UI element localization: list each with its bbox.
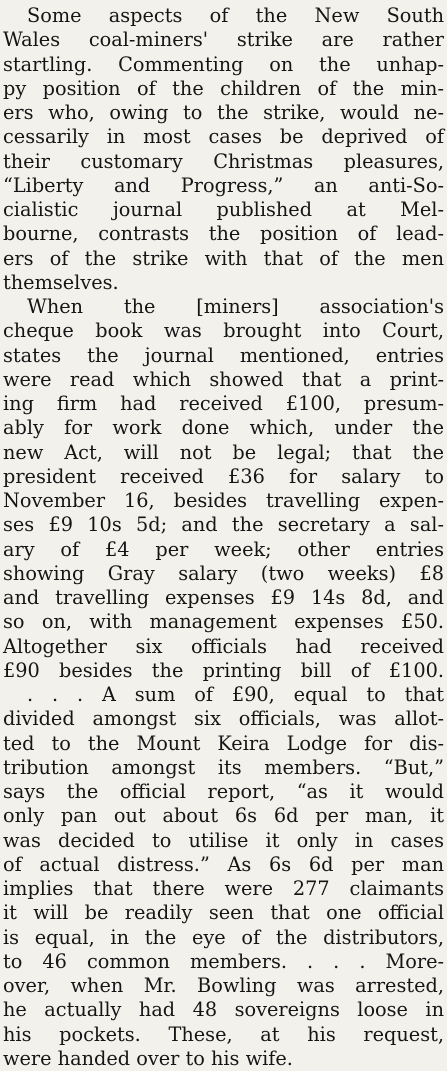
text-line: Some aspects of the New South bbox=[27, 4, 444, 27]
article-paragraph bbox=[3, 295, 444, 1071]
text-line: implies that there were 277 claimants bbox=[3, 877, 444, 900]
text-line: cialistic journal published at Mel- bbox=[3, 198, 444, 221]
text-line: startling. Commenting on the unhap- bbox=[3, 52, 444, 76]
text-line: ses £9 10s 5d; and the secretary a sal- bbox=[3, 513, 444, 537]
text-line: ted to the Mount Keira Lodge for dis- bbox=[3, 731, 444, 755]
text-line: and travelling expenses £9 14s 8d, and bbox=[3, 586, 444, 609]
text-line: their customary Christmas pleasures, bbox=[3, 149, 444, 173]
article-paragraph bbox=[3, 4, 444, 295]
text-line: ers who, owing to the strike, would ne- bbox=[3, 101, 444, 124]
text-line: bourne, contrasts the position of lead- bbox=[3, 222, 444, 246]
text-line: it will be readily seen that one official bbox=[3, 901, 444, 925]
text-line: tribution amongst its members. “But,” bbox=[3, 755, 444, 779]
text-line: so on, with management expenses £50. bbox=[3, 610, 444, 634]
text-line: only pan out about 6s 6d per man, it bbox=[3, 804, 444, 828]
text-line: were handed over to his wife. bbox=[3, 1046, 293, 1070]
text-line: November 16, besides travelling expen- bbox=[3, 489, 444, 512]
newspaper-article bbox=[3, 4, 444, 1071]
text-line: When the [miners] association's bbox=[27, 295, 444, 318]
text-line: of actual distress.” As 6s 6d per man bbox=[3, 852, 444, 876]
text-line: ers of the strike with that of the men bbox=[3, 246, 444, 270]
text-line: cheque book was brought into Court, bbox=[3, 319, 444, 343]
text-line: he actually had 48 sovereigns loose in bbox=[3, 998, 444, 1022]
text-line: to 46 common members. . . . More- bbox=[3, 949, 444, 973]
text-line: showing Gray salary (two weeks) £8 bbox=[3, 561, 444, 585]
text-line: says the official report, “as it would bbox=[3, 780, 444, 803]
text-line: themselves. bbox=[3, 270, 119, 294]
text-line: ably for work done which, under the bbox=[3, 416, 444, 440]
text-line: cessarily in most cases be deprived of bbox=[3, 125, 444, 149]
text-line: ing firm had received £100, presum- bbox=[3, 392, 444, 415]
text-line: president received £36 for salary to bbox=[3, 464, 444, 488]
text-line: were read which showed that a print- bbox=[3, 367, 444, 391]
text-line: new Act, will not be legal; that the bbox=[3, 440, 444, 464]
text-line: his pockets. These, at his request, bbox=[3, 1022, 444, 1046]
text-line: “Liberty and Progress,” an anti-So- bbox=[3, 173, 444, 197]
text-line: Wales coal-miners' strike are rather bbox=[3, 28, 444, 52]
text-line: states the journal mentioned, entries bbox=[3, 343, 444, 367]
text-line: over, when Mr. Bowling was arrested, bbox=[3, 974, 444, 997]
text-line: is equal, in the eye of the distributors, bbox=[3, 925, 444, 949]
text-line: ary of £4 per week; other entries bbox=[3, 537, 444, 561]
text-line: Altogether six officials had received bbox=[3, 634, 444, 658]
text-line: was decided to utilise it only in cases bbox=[3, 828, 444, 852]
text-line: £90 besides the printing bill of £100. bbox=[3, 658, 444, 682]
text-line: divided amongst six officials, was allot- bbox=[3, 707, 444, 731]
text-line: . . . A sum of £90, equal to that bbox=[27, 683, 444, 706]
text-line: py position of the children of the min- bbox=[3, 76, 444, 100]
